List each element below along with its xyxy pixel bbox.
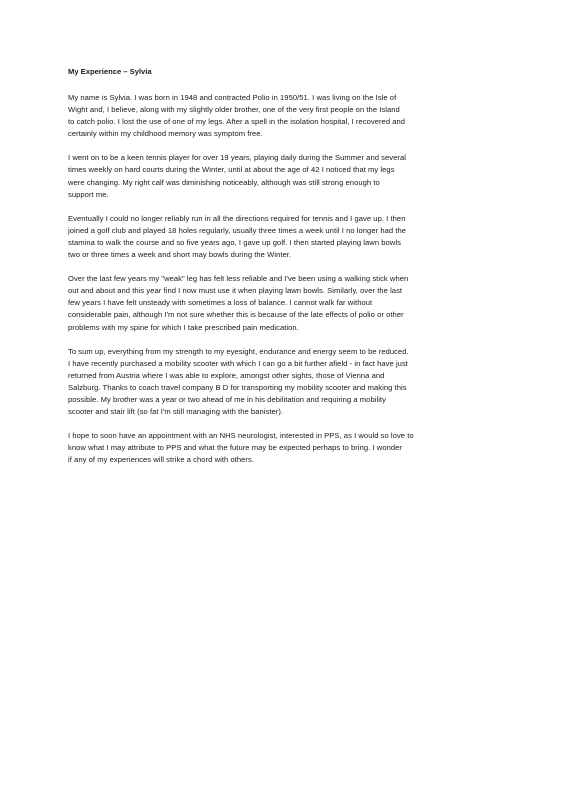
text-line: scooter and stair lift (so fat I'm still managing with the banister). [68,407,284,417]
text-line: To sum up, everything from my strength to my eyesight, endurance and energy seem to be reduced. [68,346,409,356]
text-line: know what I may attribute to PPS and what the future may be expected perhaps to bring. I wonder [68,443,402,453]
paragraph-4 [68,273,498,333]
text-line: were changing. My right calf was diminishing noticeably, although was still strong enough to [68,177,380,187]
paragraph-6 [68,430,498,466]
text-line: few years I have felt unsteady with sometimes a loss of balance. I cannot walk far without [68,298,373,308]
text-line: stamina to walk the course and so five years ago, I gave up golf. I then started playing lawn bowls [68,237,401,247]
text-line: if any of my experiences will strike a chord with others. [68,455,255,465]
text-line: problems with my spine for which I take prescribed pain medication. [68,322,299,332]
text-line: I have recently purchased a mobility scooter with which I can go a bit further afield - in fact have just [68,358,408,368]
text-line: My name is Sylvia. I was born in 1948 and contracted Polio in 1950/51. I was living on the Isle of [68,93,397,102]
text-line: I hope to soon have an appointment with an NHS neurologist, interested in PPS, as I would so love to [68,431,414,441]
text-line: Salzburg. Thanks to coach travel company B D for transporting my mobility scooter and making this [68,382,407,392]
text-line: out and about and this year find I now must use it when playing lawn bowls. Similarly, over the last [68,286,403,296]
text-line: returned from Austria where I was able to explore, amongst other sights, those of Vienna and [68,370,385,380]
text-line: to catch polio. I lost the use of one of my legs. After a spell in the isolation hospital, I recovered and [68,117,406,127]
text-line: possible. My brother was a year or two ahead of me in his debilitation and requiring a mobility [68,394,386,404]
document-title: My Experience – Sylvia [68,67,152,76]
text-line: I went on to be a keen tennis player for over 19 years, playing daily during the Summer and several [68,153,406,163]
text-line: support me. [68,189,109,199]
paragraph-3 [68,213,498,261]
text-line: Wight and, I believe, along with my slightly older brother, one of the very first people on the Island [68,105,400,115]
text-line: joined a golf club and played 18 holes regularly, usually three times a week until I no longer had the [68,225,407,235]
text-line: Over the last few years my "weak" leg has felt less reliable and I've been using a walking stick when [68,274,409,284]
paragraph-2 [68,152,498,200]
document-body [68,66,498,478]
text-line: considerable pain, although I'm not sure whether this is because of the late effects of polio or other [68,310,404,320]
paragraph-5 [68,346,498,419]
paragraph-1 [68,92,498,140]
text-line: times weekly on hard courts during the Winter, until at about the age of 42 I noticed that my legs [68,165,395,175]
text-line: Eventually I could no longer reliably run in all the directions required for tennis and I gave up. I then [68,213,406,223]
text-line: certainly within my childhood memory was symptom free. [68,129,263,139]
text-line: two or three times a week and short may bowls during the Winter. [68,250,292,260]
